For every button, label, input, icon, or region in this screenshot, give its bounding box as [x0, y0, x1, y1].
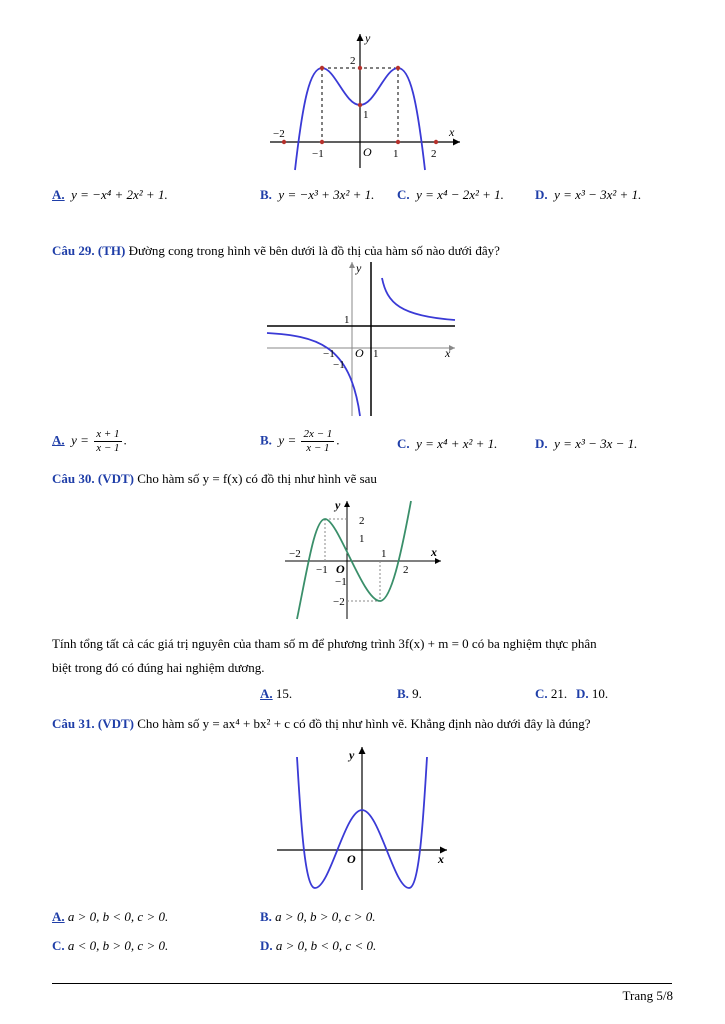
q30-body: Tính tổng tất cả các giá trị nguyên của tham số m để phương trình 3f(x) + m = 0 có ba nghiệm thực phân biệt trong đó có đúng hai nghiệm dương. — [52, 636, 597, 675]
svg-text:−1: −1 — [333, 359, 345, 371]
y-axis-label: y — [365, 31, 371, 45]
svg-text:−1: −1 — [316, 564, 328, 576]
q29-question: Câu 29. (TH) Đường cong trong hình vẽ bên dưới là đồ thị của hàm số nào dưới đây? — [52, 243, 500, 258]
origin-label: O — [363, 145, 372, 159]
cubic-curve — [297, 501, 411, 619]
svg-text:1: 1 — [393, 148, 399, 160]
graph-q29 — [265, 258, 465, 418]
q30-option-a[interactable]: A. 15. — [260, 686, 293, 701]
svg-text:1: 1 — [381, 548, 387, 560]
svg-text:−1: −1 — [335, 576, 347, 588]
svg-text:2: 2 — [350, 55, 356, 67]
svg-text:−2: −2 — [273, 128, 285, 140]
q29-option-a[interactable]: A. y = $\frac{x + 1}{x - 1}$ . — [52, 428, 127, 454]
svg-text:y: y — [356, 261, 362, 275]
q28-option-b[interactable]: B. y = −x³ + 3x² + 1. — [260, 187, 375, 202]
svg-text:y: y — [349, 748, 355, 762]
svg-text:−2: −2 — [333, 596, 345, 608]
svg-text:1: 1 — [344, 314, 350, 326]
svg-text:1: 1 — [359, 533, 365, 545]
graph-q31 — [275, 745, 455, 895]
svg-text:1: 1 — [363, 109, 369, 121]
graph-q30 — [283, 495, 453, 625]
q29-option-d[interactable]: D. y = x³ − 3x − 1. — [535, 436, 638, 451]
svg-text:x: x — [445, 346, 451, 360]
q29-option-c[interactable]: C. y = x⁴ + x² + 1. — [397, 436, 498, 451]
graph-q28 — [265, 30, 485, 180]
svg-text:−1: −1 — [312, 148, 324, 160]
q30-option-c[interactable]: C. 21. — [535, 686, 568, 701]
q30-option-b[interactable]: B. 9. — [397, 686, 422, 701]
svg-text:O: O — [355, 346, 364, 360]
svg-text:x: x — [431, 545, 437, 559]
q30-question: Câu 30. (VDT) Cho hàm số y = f(x) có đồ thị như hình vẽ sau — [52, 471, 377, 486]
q29-option-b[interactable]: B. y = $\frac{2x - 1}{x - 1}$ . — [260, 428, 340, 454]
x-axis-label: x — [449, 125, 455, 139]
svg-text:O: O — [336, 562, 345, 576]
q31-option-d[interactable]: D. a > 0, b < 0, c < 0. — [260, 938, 377, 953]
svg-text:−1: −1 — [323, 348, 335, 360]
q28-option-a[interactable]: A. y = −x⁴ + 2x² + 1. — [52, 187, 168, 202]
svg-text:y: y — [335, 498, 341, 512]
q31-option-b[interactable]: B. a > 0, b > 0, c > 0. — [260, 909, 376, 924]
footer-divider — [52, 983, 672, 984]
page-number: Trang 5/8 — [622, 988, 673, 1003]
svg-text:O: O — [347, 852, 356, 866]
q31-question: Câu 31. (VDT) Cho hàm số y = ax⁴ + bx² + c có đồ thị như hình vẽ. Khẳng định nào dưới đây là đúng? — [52, 716, 591, 731]
svg-text:1: 1 — [373, 348, 379, 360]
svg-text:x: x — [438, 852, 444, 866]
svg-text:2: 2 — [359, 515, 365, 527]
svg-text:2: 2 — [403, 564, 409, 576]
q28-option-d[interactable]: D. y = x³ − 3x² + 1. — [535, 187, 642, 202]
svg-text:2: 2 — [431, 148, 437, 160]
svg-text:−2: −2 — [289, 548, 301, 560]
q30-option-d[interactable]: D. 10. — [576, 686, 609, 701]
hyperbola-left — [267, 333, 360, 416]
q31-option-c[interactable]: C. a < 0, b > 0, c > 0. — [52, 938, 169, 953]
q28-option-c[interactable]: C. y = x⁴ − 2x² + 1. — [397, 187, 504, 202]
q31-option-a[interactable]: A. a > 0, b < 0, c > 0. — [52, 909, 169, 924]
hyperbola-right — [382, 278, 455, 320]
